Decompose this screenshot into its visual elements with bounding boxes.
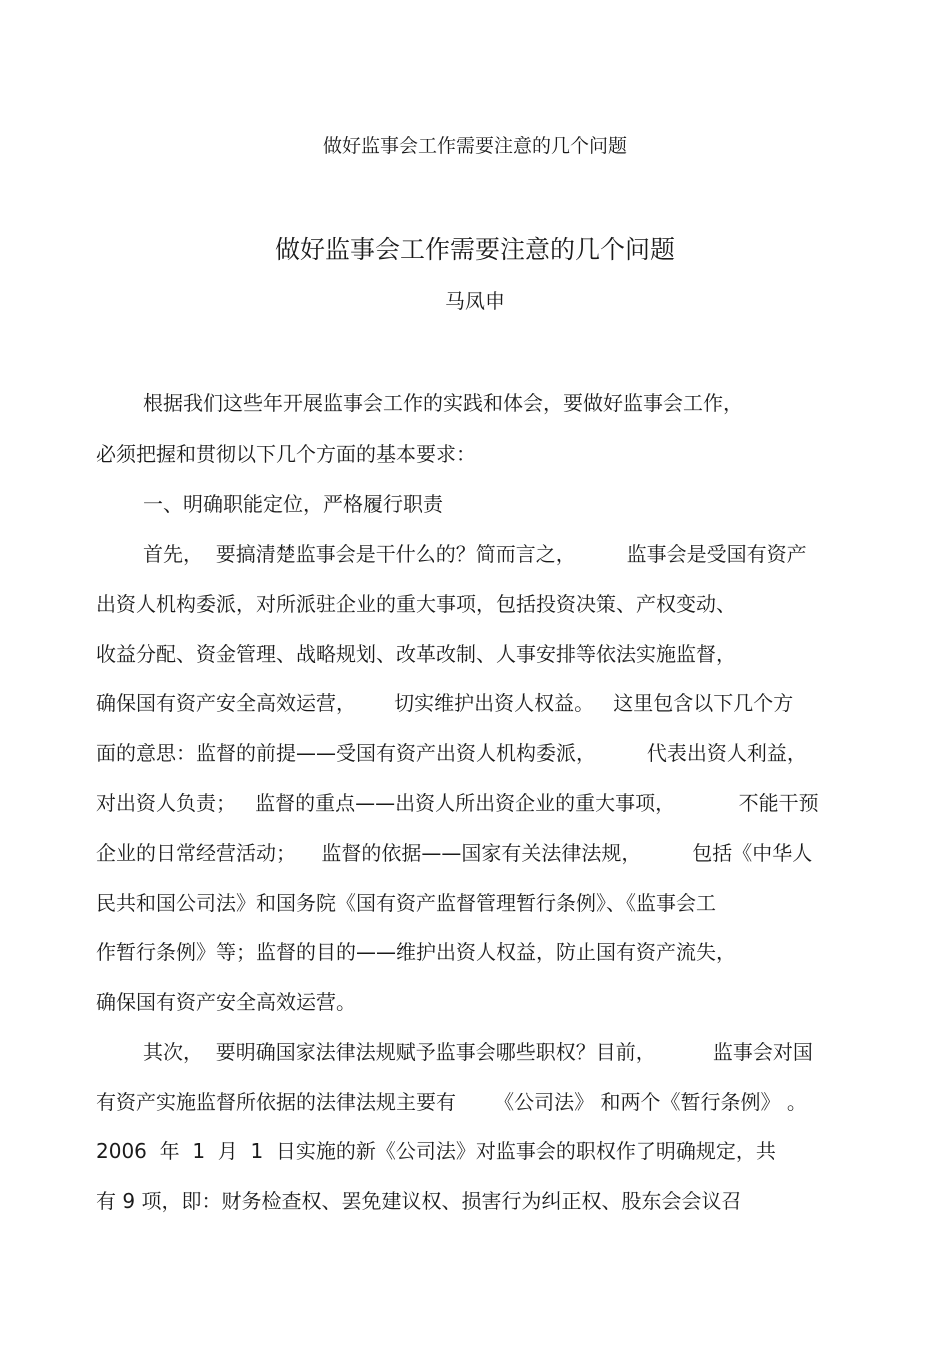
paragraph-line: 确保国有资产安全高效运营， 切实维护出资人权益。 这里包含以下几个方 (96, 691, 794, 715)
paragraph-line: 作暂行条例》等；监督的目的——维护出资人权益，防止国有资产流失， (96, 940, 736, 964)
paragraph-line: 面的意思：监督的前提——受国有资产出资人机构委派， 代表出资人利益， (96, 741, 807, 765)
document-title: 做好监事会工作需要注意的几个问题 (274, 235, 675, 264)
paragraph-line: 对出资人负责； 监督的重点——出资人所出资企业的重大事项， 不能干预 (96, 791, 819, 815)
paragraph-line: 有资产实施监督所依据的法律法规主要有 《公司法》 和两个《暂行条例》 。 (96, 1090, 807, 1114)
document-author: 马凤申 (445, 289, 505, 313)
running-header: 做好监事会工作需要注意的几个问题 (322, 135, 627, 157)
paragraph-line: 收益分配、资金管理、战略规划、改革改制、人事安排等依法实施监督， (96, 642, 736, 666)
paragraph-line: 其次， 要明确国家法律法规赋予监事会哪些职权？目前， 监事会对国 (143, 1040, 813, 1064)
paragraph-line: 首先， 要搞清楚监事会是干什么的？简而言之， 监事会是受国有资产 (143, 542, 807, 566)
paragraph-line: 确保国有资产安全高效运营。 (96, 990, 356, 1014)
paragraph-line: 民共和国公司法》和国务院《国有资产监督管理暂行条例》、《监事会工 (96, 891, 716, 915)
paragraph-line: 必须把握和贯彻以下几个方面的基本要求： (96, 442, 476, 466)
paragraph-line: 根据我们这些年开展监事会工作的实践和体会，要做好监事会工作， (143, 391, 743, 415)
section-heading: 一、明确职能定位，严格履行职责 (143, 492, 443, 516)
paragraph-line: 2006 年 1 月 1 日实施的新《公司法》对监事会的职权作了明确规定，共 (96, 1139, 776, 1163)
paragraph-line: 出资人机构委派，对所派驻企业的重大事项，包括投资决策、产权变动、 (96, 592, 736, 616)
paragraph-line: 有 9 项，即：财务检查权、罢免建议权、损害行为纠正权、股东会会议召 (96, 1189, 742, 1213)
paragraph-line: 企业的日常经营活动； 监督的依据——国家有关法律法规， 包括《中华人 (96, 841, 813, 865)
